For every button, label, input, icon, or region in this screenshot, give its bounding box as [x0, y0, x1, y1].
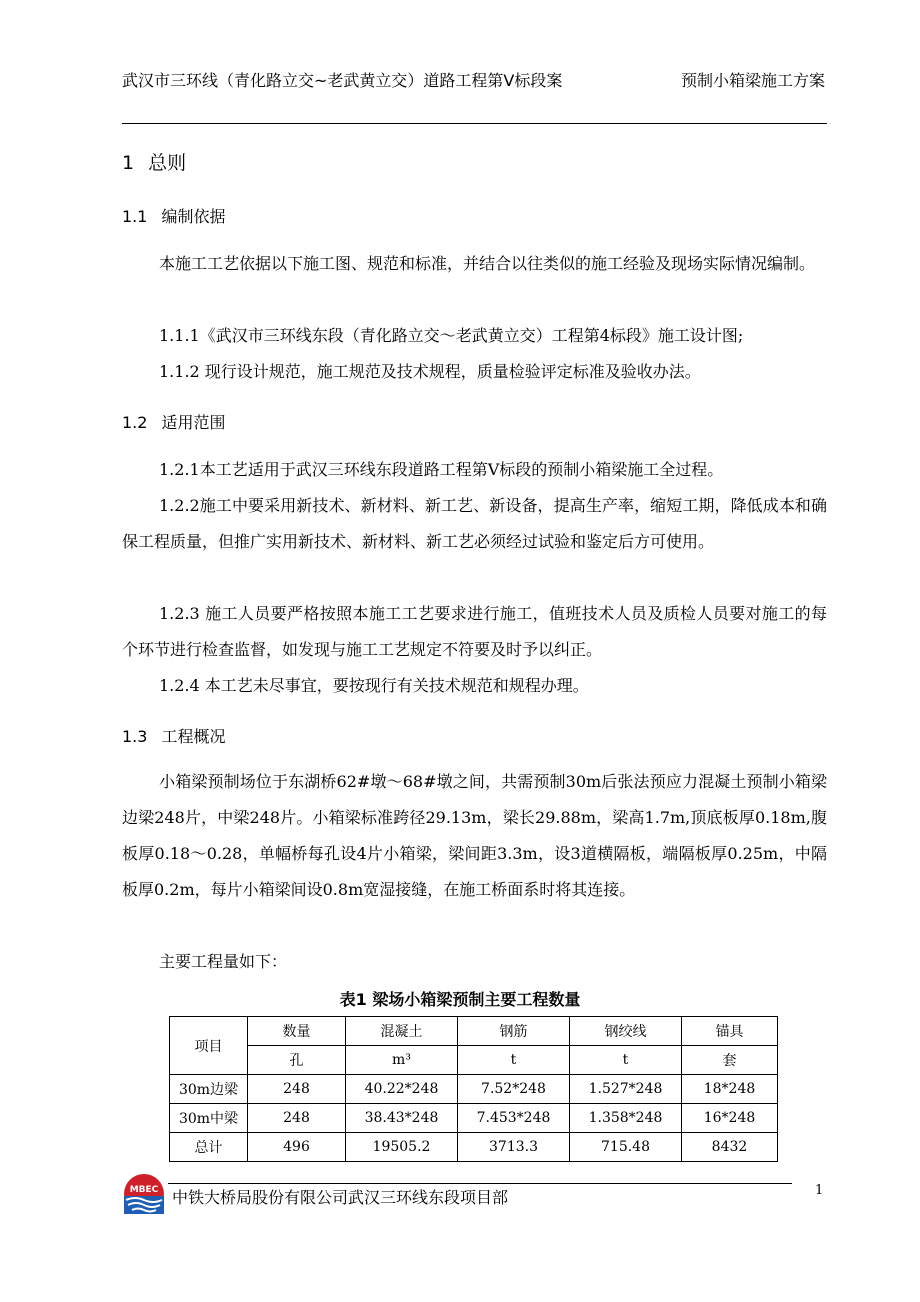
table-cell: 40.22*248: [346, 1075, 458, 1104]
table-unit-cell: m³: [346, 1046, 458, 1075]
table-cell: 1.527*248: [570, 1075, 682, 1104]
section-1-heading: [122, 148, 186, 175]
table-header-cell: 锚具: [682, 1017, 778, 1046]
table-unit-cell: 孔: [248, 1046, 346, 1075]
table-unit-row: [170, 1046, 778, 1075]
section-1-2-3-item: 1.2.3 施工人员要严格按照本施工工艺要求进行施工，值班技术人员及质检人员要对施工的每个环节进行检查监督，如发现与施工工艺规定不符要及时予以纠正。: [122, 604, 827, 659]
table-cell: 7.453*248: [458, 1104, 570, 1133]
footer-rule: [168, 1183, 792, 1184]
section-1-1-1-item: 1.1.1《武汉市三环线东段（青化路立交～老武黄立交）工程第4标段》施工设计图;: [159, 326, 744, 345]
footer-company: 中铁大桥局股份有限公司武汉三环线东段项目部: [172, 1188, 509, 1207]
section-1-1-number: 1.1: [122, 207, 148, 226]
quantity-table: [169, 1016, 778, 1162]
table-unit-cell: 套: [682, 1046, 778, 1075]
table-cell: 1.358*248: [570, 1104, 682, 1133]
section-1-1-intro: 本施工工艺依据以下施工图、规范和标准，并结合以往类似的施工经验及现场实际情况编制。: [159, 254, 816, 273]
table-cell: 16*248: [682, 1104, 778, 1133]
header-doc-title: 预制小箱梁施工方案: [680, 71, 825, 90]
mbec-logo-icon: [122, 1172, 166, 1216]
table-cell: 7.52*248: [458, 1075, 570, 1104]
section-1-2-2-item: 1.2.2施工中要采用新技术、新材料、新工艺、新设备，提高生产率，缩短工期，降低成本和确保工程质量，但推广实用新技术、新材料、新工艺必须经过试验和鉴定后方可使用。: [122, 496, 827, 551]
section-1-3-number: 1.3: [122, 727, 148, 746]
table-cell: 496: [248, 1133, 346, 1162]
table-unit-cell: t: [458, 1046, 570, 1075]
section-1-2-number: 1.2: [122, 413, 148, 432]
table-row: [170, 1104, 778, 1133]
table-header-cell: 混凝土: [346, 1017, 458, 1046]
header-project-title: 武汉市三环线（青化路立交~老武黄立交）道路工程第Ⅴ标段案: [122, 71, 563, 90]
table-cell: 8432: [682, 1133, 778, 1162]
section-1-1-heading: [122, 204, 225, 227]
section-1-2-heading: [122, 410, 225, 433]
section-1-3-overview: 小箱梁预制场位于东湖桥62#墩～68#墩之间，共需预制30m后张法预应力混凝土预制小箱梁边梁248片，中梁248片。小箱梁标准跨径29.13m，梁长29.88m，梁高1.7m,顶底板厚0.18m,腹板厚0.18～0.28，单幅桥每孔设4片小箱梁，梁间距3.3m，设3道横隔板，端隔板厚0.25m，中隔板厚0.2m，每片小箱梁间设0.8m宽湿接缝，在施工桥面系时将其连接。: [122, 772, 827, 899]
table-corner-cell: 项目: [170, 1017, 248, 1075]
page-number: 1: [815, 1183, 824, 1198]
table-cell: 30m中梁: [170, 1104, 248, 1133]
table-caption: 表1 梁场小箱梁预制主要工程数量: [339, 990, 581, 1009]
table-cell: 3713.3: [458, 1133, 570, 1162]
table-cell: 715.48: [570, 1133, 682, 1162]
section-1-2-title: 适用范围: [161, 413, 226, 432]
quantity-intro: 主要工程量如下：: [159, 952, 288, 971]
logo-text: MBEC: [129, 1185, 159, 1195]
table-row: [170, 1075, 778, 1104]
table-cell: 总计: [170, 1133, 248, 1162]
table-header-cell: 数量: [248, 1017, 346, 1046]
table-header-cell: 钢筋: [458, 1017, 570, 1046]
table-total-row: [170, 1133, 778, 1162]
section-1-1-title: 编制依据: [161, 207, 226, 226]
table-unit-cell: t: [570, 1046, 682, 1075]
section-1-2-1-item: 1.2.1本工艺适用于武汉三环线东段道路工程第Ⅴ标段的预制小箱梁施工全过程。: [159, 460, 724, 479]
section-1-title: 总则: [148, 152, 187, 174]
table-cell: 248: [248, 1075, 346, 1104]
table-cell: 19505.2: [346, 1133, 458, 1162]
table-cell: 248: [248, 1104, 346, 1133]
section-1-number: 1: [122, 152, 135, 174]
section-1-3-title: 工程概况: [161, 727, 226, 746]
table-cell: 38.43*248: [346, 1104, 458, 1133]
section-1-1-2-item: 1.1.2 现行设计规范，施工规范及技术规程，质量检验评定标准及验收办法。: [159, 362, 701, 381]
table-cell: 18*248: [682, 1075, 778, 1104]
header-rule: [122, 123, 827, 124]
section-1-2-4-item: 1.2.4 本工艺未尽事宜，要按现行有关技术规范和规程办理。: [159, 676, 589, 695]
section-1-3-heading: [122, 724, 225, 747]
table-header-row: [170, 1017, 778, 1046]
table-header-cell: 钢绞线: [570, 1017, 682, 1046]
table-cell: 30m边梁: [170, 1075, 248, 1104]
